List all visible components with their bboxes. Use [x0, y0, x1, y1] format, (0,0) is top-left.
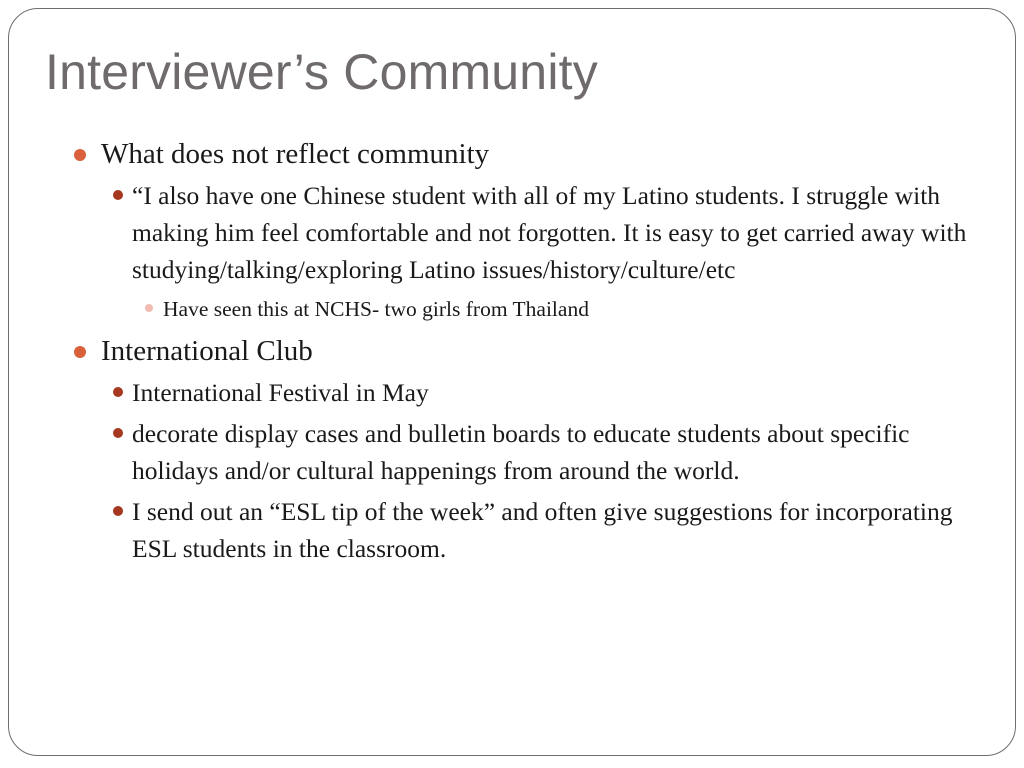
bullet-list: [69, 135, 974, 567]
bullet-item-level1: [69, 332, 974, 370]
bullet-item-level2: [100, 177, 974, 288]
slide-title: Interviewer’s Community: [45, 44, 598, 100]
bullet-item-level3: [132, 294, 974, 324]
bullet-text: What does not reflect community: [101, 138, 490, 170]
bullet-item-level1: [69, 135, 974, 173]
bullet-text: International Festival in May: [132, 378, 429, 407]
bullet-item-level2: [100, 415, 974, 489]
bullet-level1-icon: [74, 149, 86, 161]
bullet-item-level2: [100, 374, 974, 411]
slide-body: [69, 131, 974, 567]
bullet-text: decorate display cases and bulletin boards to educate students about specific holidays and/or cultural happenings from around the world.: [132, 419, 910, 485]
bullet-text: Have seen this at NCHS- two girls from Thailand: [163, 297, 589, 321]
bullet-level2-icon: [113, 428, 123, 438]
bullet-level1-icon: [74, 346, 86, 358]
bullet-level3-icon: [145, 304, 153, 312]
bullet-level2-icon: [113, 387, 123, 397]
slide: [8, 8, 1016, 756]
bullet-level2-icon: [113, 506, 123, 516]
bullet-level2-icon: [113, 190, 123, 200]
bullet-text: “I also have one Chinese student with all of my Latino students. I struggle with making him feel comfortable and not forgotten. It is easy to get carried away with studying/talking/exploring Latino issues/history/culture/etc: [132, 181, 967, 284]
bullet-item-level2: [100, 493, 974, 567]
bullet-text: I send out an “ESL tip of the week” and often give suggestions for incorporating ESL students in the classroom.: [132, 497, 953, 563]
bullet-text: International Club: [101, 335, 313, 367]
